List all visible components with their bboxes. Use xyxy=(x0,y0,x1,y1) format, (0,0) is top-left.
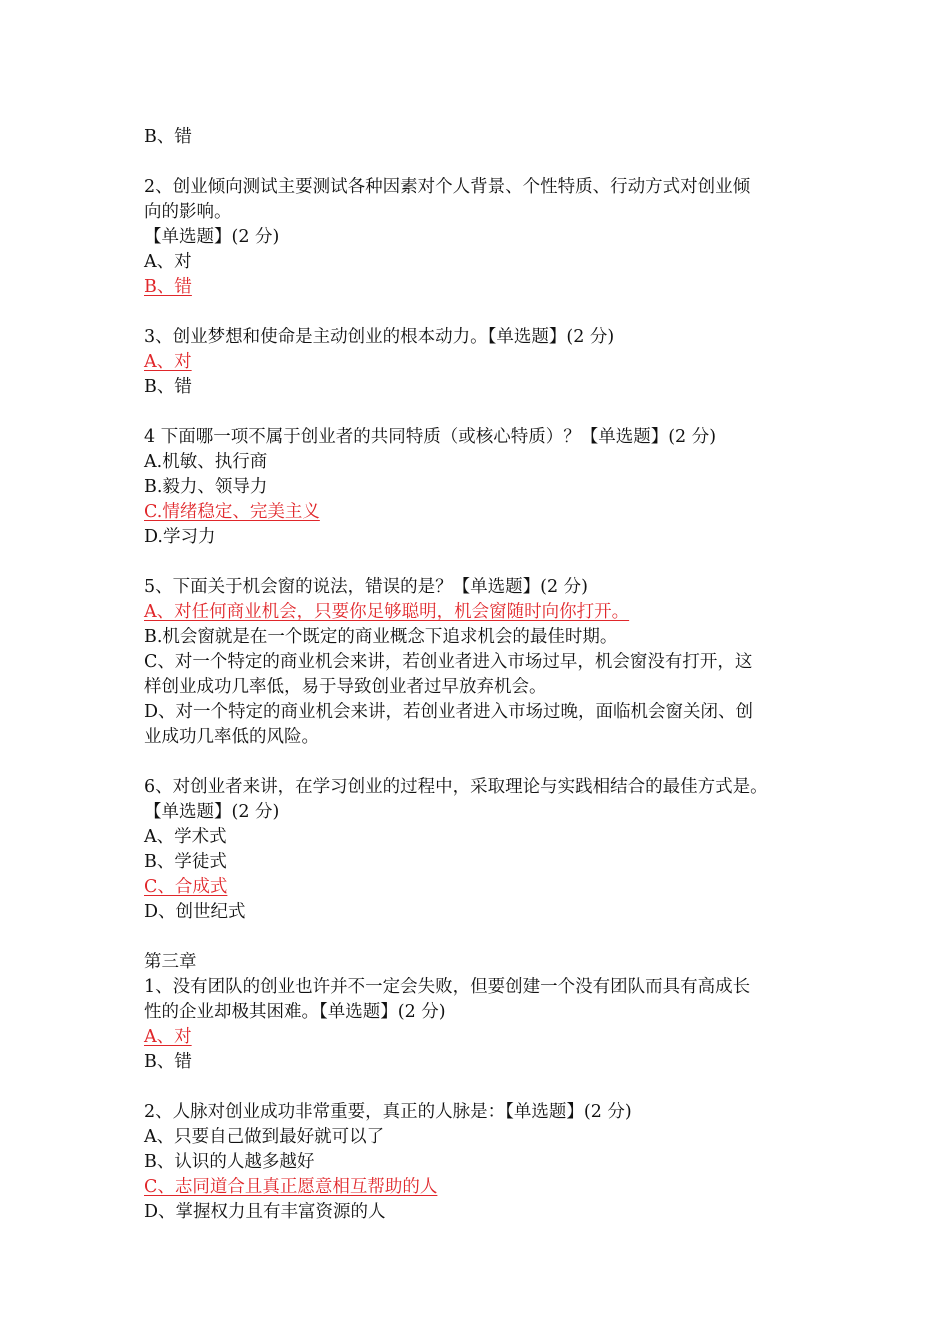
paragraph-gap xyxy=(144,400,824,425)
text-line: A、学术式 xyxy=(144,827,227,847)
text-line: A、只要自己做到最好就可以了 xyxy=(144,1127,385,1147)
text-line: D.学习力 xyxy=(144,527,216,547)
text-line: B.机会窗就是在一个既定的商业概念下追求机会的最佳时期。 xyxy=(144,627,618,647)
text-line: 【单选题】(2 分) xyxy=(144,227,280,247)
paragraph-gap xyxy=(144,300,824,325)
text-line: 1、没有团队的创业也许并不一定会失败，但要创建一个没有团队而具有高成长 xyxy=(144,977,751,997)
text-line: 6、对创业者来讲，在学习创业的过程中，采取理论与实践相结合的最佳方式是。 xyxy=(144,777,768,797)
text-line: 2、人脉对创业成功非常重要，真正的人脉是：【单选题】(2 分) xyxy=(144,1102,632,1122)
text-line: B、错 xyxy=(144,127,192,147)
correct-answer-line: B、错 xyxy=(144,277,192,297)
paragraph-gap xyxy=(144,750,824,775)
text-line: D、掌握权力且有丰富资源的人 xyxy=(144,1202,386,1222)
text-line: D、对一个特定的商业机会来讲，若创业者进入市场过晚，面临机会窗关闭、创 xyxy=(144,702,754,722)
text-line: 【单选题】(2 分) xyxy=(144,802,280,822)
text-line: 4 下面哪一项不属于创业者的共同特质（或核心特质）？【单选题】(2 分) xyxy=(144,427,717,447)
paragraph-gap xyxy=(144,925,824,950)
paragraph-gap xyxy=(144,550,824,575)
text-line: 性的企业却极其困难。【单选题】(2 分) xyxy=(144,1002,446,1022)
text-line: B、错 xyxy=(144,1052,192,1072)
text-line: C、对一个特定的商业机会来讲，若创业者进入市场过早，机会窗没有打开，这 xyxy=(144,652,753,672)
paragraph-gap xyxy=(144,1075,824,1100)
text-line: 5、下面关于机会窗的说法，错误的是？【单选题】(2 分) xyxy=(144,577,588,597)
text-line: B、错 xyxy=(144,377,192,397)
paragraph-gap xyxy=(144,150,824,175)
correct-answer-line: C、志同道合且真正愿意相互帮助的人 xyxy=(144,1177,438,1197)
text-line: 向的影响。 xyxy=(144,202,232,222)
text-line: A.机敏、执行商 xyxy=(144,452,268,472)
correct-answer-line: A、对 xyxy=(144,1027,192,1047)
text-line: 样创业成功几率低，易于导致创业者过早放弃机会。 xyxy=(144,677,547,697)
text-line: 3、创业梦想和使命是主动创业的根本动力。【单选题】(2 分) xyxy=(144,327,615,347)
text-line: B.毅力、领导力 xyxy=(144,477,268,497)
text-line: B、认识的人越多越好 xyxy=(144,1152,315,1172)
text-line: B、学徒式 xyxy=(144,852,227,872)
correct-answer-line: C、合成式 xyxy=(144,877,228,897)
text-line: 业成功几率低的风险。 xyxy=(144,727,319,747)
correct-answer-line: A、对任何商业机会，只要你足够聪明，机会窗随时向你打开。 xyxy=(144,602,630,622)
document-content xyxy=(144,125,824,1225)
text-line: D、创世纪式 xyxy=(144,902,246,922)
text-line: A、对 xyxy=(144,252,192,272)
correct-answer-line: A、对 xyxy=(144,352,192,372)
text-line: 第三章 xyxy=(144,952,197,972)
text-line: 2、创业倾向测试主要测试各种因素对个人背景、个性特质、行动方式对创业倾 xyxy=(144,177,751,197)
correct-answer-line: C.情绪稳定、完美主义 xyxy=(144,502,320,522)
